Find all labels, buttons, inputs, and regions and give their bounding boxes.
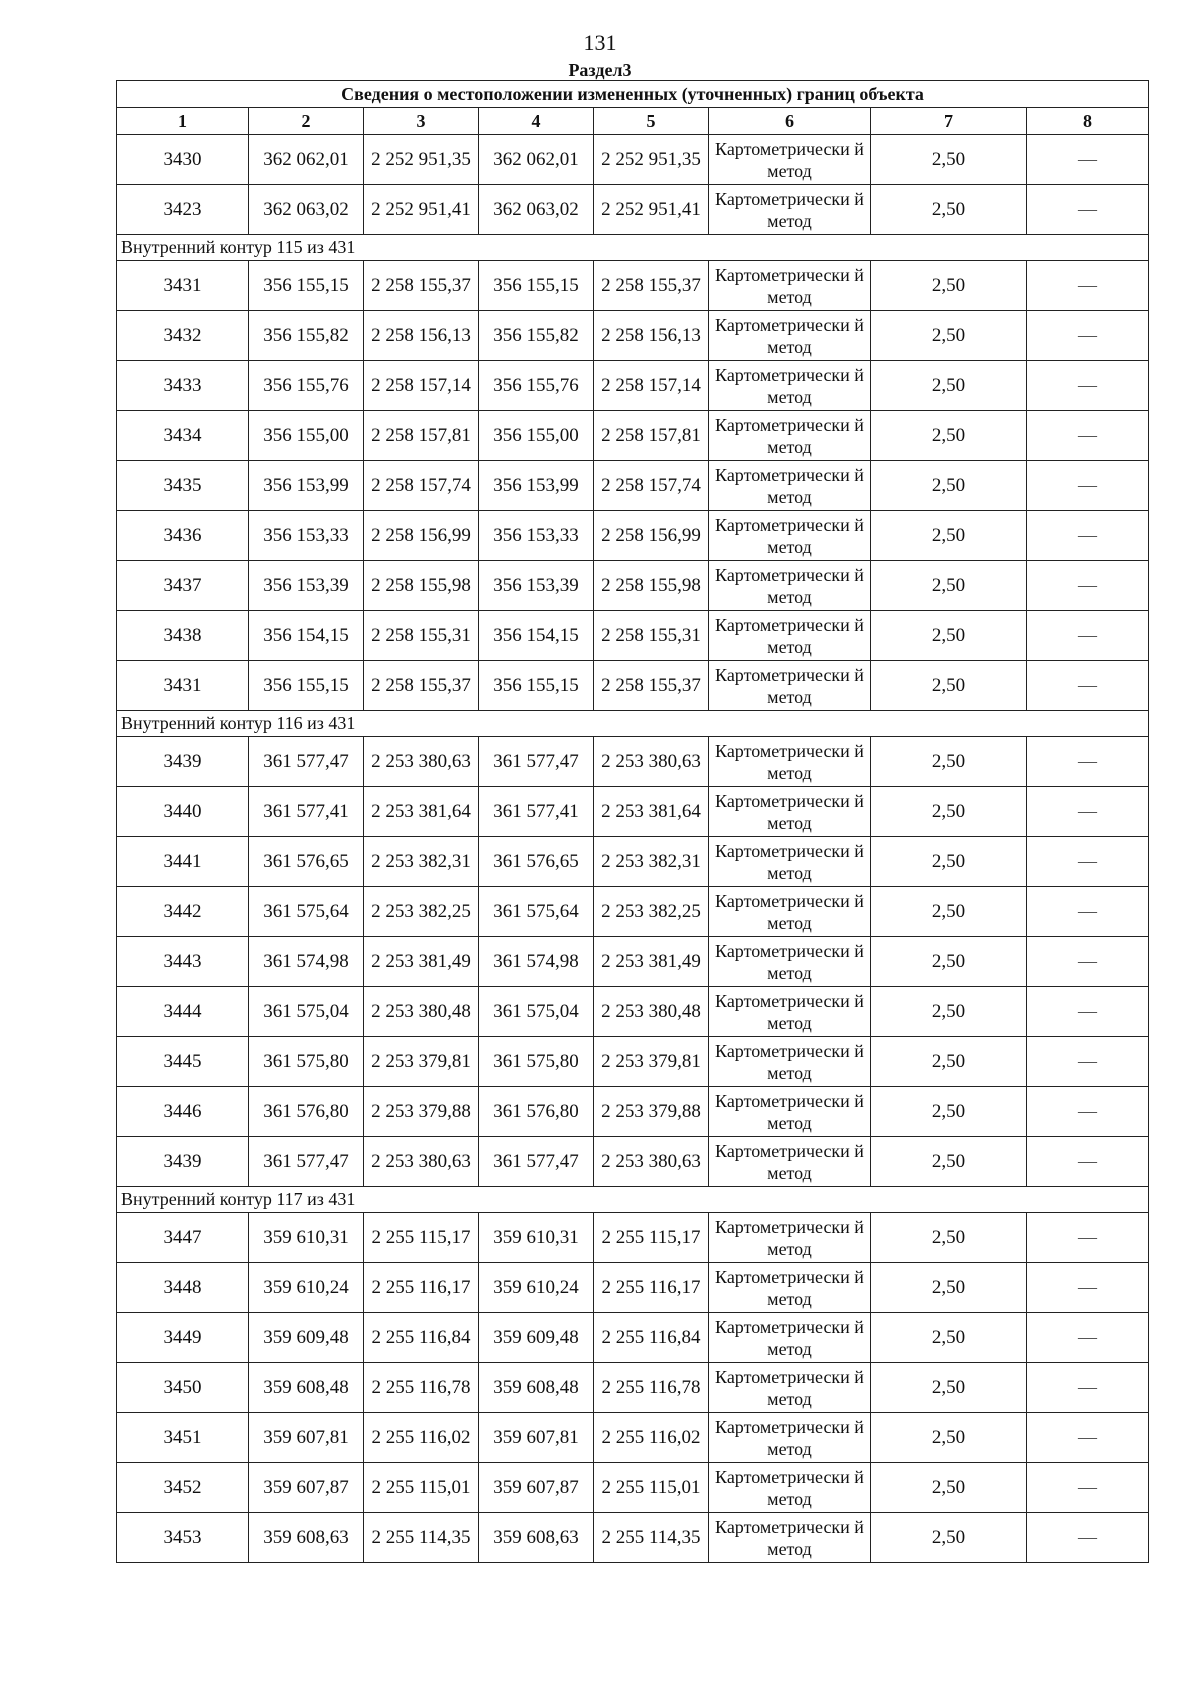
x-existing-cell: 356 155,76 [249, 361, 364, 411]
table-row [117, 511, 1149, 561]
y-existing-cell: 2 258 155,37 [364, 661, 479, 711]
y-existing-cell: 2 258 155,37 [364, 261, 479, 311]
method-cell: Картометрически й метод [709, 987, 871, 1037]
section-title: Раздел3 [568, 60, 632, 80]
table-row [117, 1313, 1149, 1363]
point-number-cell: 3449 [117, 1313, 249, 1363]
description-cell: — [1027, 837, 1149, 887]
point-number-cell: 3452 [117, 1463, 249, 1513]
point-number-cell: 3443 [117, 937, 249, 987]
method-cell: Картометрически й метод [709, 1263, 871, 1313]
y-existing-cell: 2 255 116,84 [364, 1313, 479, 1363]
x-existing-cell: 361 575,80 [249, 1037, 364, 1087]
precision-cell: 2,50 [871, 1513, 1027, 1563]
point-number-cell: 3434 [117, 411, 249, 461]
table-row [117, 411, 1149, 461]
y-existing-cell: 2 258 156,99 [364, 511, 479, 561]
x-existing-cell: 356 153,39 [249, 561, 364, 611]
x-existing-cell: 361 575,04 [249, 987, 364, 1037]
y-new-cell: 2 253 382,31 [594, 837, 709, 887]
method-cell: Картометрически й метод [709, 1513, 871, 1563]
column-number: 8 [1027, 108, 1149, 135]
y-existing-cell: 2 255 114,35 [364, 1513, 479, 1563]
x-existing-cell: 356 155,82 [249, 311, 364, 361]
x-new-cell: 362 062,01 [479, 135, 594, 185]
contour-header-row [117, 235, 1149, 261]
point-number-cell: 3435 [117, 461, 249, 511]
method-cell: Картометрически й метод [709, 787, 871, 837]
y-existing-cell: 2 253 381,64 [364, 787, 479, 837]
table-row [117, 1363, 1149, 1413]
y-new-cell: 2 258 155,37 [594, 261, 709, 311]
precision-cell: 2,50 [871, 1137, 1027, 1187]
x-new-cell: 361 576,65 [479, 837, 594, 887]
description-cell: — [1027, 361, 1149, 411]
table-row [117, 1213, 1149, 1263]
y-new-cell: 2 252 951,41 [594, 185, 709, 235]
x-existing-cell: 356 153,33 [249, 511, 364, 561]
y-new-cell: 2 253 379,88 [594, 1087, 709, 1137]
precision-cell: 2,50 [871, 261, 1027, 311]
precision-cell: 2,50 [871, 411, 1027, 461]
y-existing-cell: 2 253 381,49 [364, 937, 479, 987]
point-number-cell: 3453 [117, 1513, 249, 1563]
y-existing-cell: 2 253 382,25 [364, 887, 479, 937]
x-new-cell: 359 610,31 [479, 1213, 594, 1263]
x-new-cell: 356 153,99 [479, 461, 594, 511]
table-caption-row [117, 81, 1149, 108]
table-row [117, 561, 1149, 611]
x-existing-cell: 356 155,15 [249, 261, 364, 311]
y-new-cell: 2 258 155,98 [594, 561, 709, 611]
y-new-cell: 2 258 155,31 [594, 611, 709, 661]
point-number-cell: 3437 [117, 561, 249, 611]
y-existing-cell: 2 258 157,74 [364, 461, 479, 511]
method-cell: Картометрически й метод [709, 1087, 871, 1137]
description-cell: — [1027, 661, 1149, 711]
y-new-cell: 2 255 114,35 [594, 1513, 709, 1563]
y-new-cell: 2 255 116,02 [594, 1413, 709, 1463]
column-number: 1 [117, 108, 249, 135]
description-cell: — [1027, 311, 1149, 361]
y-new-cell: 2 253 381,64 [594, 787, 709, 837]
x-existing-cell: 359 607,87 [249, 1463, 364, 1513]
y-existing-cell: 2 253 380,63 [364, 1137, 479, 1187]
y-existing-cell: 2 253 380,63 [364, 737, 479, 787]
precision-cell: 2,50 [871, 461, 1027, 511]
y-new-cell: 2 255 116,84 [594, 1313, 709, 1363]
y-existing-cell: 2 258 155,31 [364, 611, 479, 661]
contour-header-row [117, 711, 1149, 737]
point-number-cell: 3430 [117, 135, 249, 185]
x-new-cell: 359 608,48 [479, 1363, 594, 1413]
x-new-cell: 361 577,47 [479, 1137, 594, 1187]
y-existing-cell: 2 253 379,81 [364, 1037, 479, 1087]
point-number-cell: 3432 [117, 311, 249, 361]
point-number-cell: 3431 [117, 261, 249, 311]
column-number: 6 [709, 108, 871, 135]
table-row [117, 1137, 1149, 1187]
point-number-cell: 3445 [117, 1037, 249, 1087]
x-existing-cell: 361 576,80 [249, 1087, 364, 1137]
table-row [117, 1463, 1149, 1513]
table-row [117, 261, 1149, 311]
point-number-cell: 3448 [117, 1263, 249, 1313]
y-existing-cell: 2 252 951,41 [364, 185, 479, 235]
precision-cell: 2,50 [871, 185, 1027, 235]
table-row [117, 1513, 1149, 1563]
y-existing-cell: 2 258 156,13 [364, 311, 479, 361]
table-row [117, 611, 1149, 661]
description-cell: — [1027, 1137, 1149, 1187]
y-existing-cell: 2 255 116,78 [364, 1363, 479, 1413]
table-row [117, 661, 1149, 711]
description-cell: — [1027, 1313, 1149, 1363]
contour-header-row [117, 1187, 1149, 1213]
y-existing-cell: 2 258 157,14 [364, 361, 479, 411]
y-new-cell: 2 255 116,78 [594, 1363, 709, 1413]
x-new-cell: 359 607,81 [479, 1413, 594, 1463]
precision-cell: 2,50 [871, 1263, 1027, 1313]
x-new-cell: 356 153,39 [479, 561, 594, 611]
x-existing-cell: 359 608,48 [249, 1363, 364, 1413]
y-new-cell: 2 258 156,13 [594, 311, 709, 361]
precision-cell: 2,50 [871, 561, 1027, 611]
x-new-cell: 361 577,41 [479, 787, 594, 837]
y-new-cell: 2 258 155,37 [594, 661, 709, 711]
method-cell: Картометрически й метод [709, 411, 871, 461]
table-row [117, 185, 1149, 235]
column-number: 3 [364, 108, 479, 135]
x-existing-cell: 356 154,15 [249, 611, 364, 661]
method-cell: Картометрически й метод [709, 1037, 871, 1087]
precision-cell: 2,50 [871, 361, 1027, 411]
x-existing-cell: 362 063,02 [249, 185, 364, 235]
x-existing-cell: 359 610,31 [249, 1213, 364, 1263]
point-number-cell: 3450 [117, 1363, 249, 1413]
contour-label: Внутренний контур 116 из 431 [117, 711, 1149, 737]
description-cell: — [1027, 561, 1149, 611]
x-new-cell: 362 063,02 [479, 185, 594, 235]
y-new-cell: 2 253 381,49 [594, 937, 709, 987]
y-existing-cell: 2 253 382,31 [364, 837, 479, 887]
point-number-cell: 3439 [117, 737, 249, 787]
precision-cell: 2,50 [871, 787, 1027, 837]
contour-label: Внутренний контур 115 из 431 [117, 235, 1149, 261]
x-existing-cell: 356 155,00 [249, 411, 364, 461]
table-body [117, 135, 1149, 1563]
x-new-cell: 359 609,48 [479, 1313, 594, 1363]
method-cell: Картометрически й метод [709, 887, 871, 937]
method-cell: Картометрически й метод [709, 261, 871, 311]
description-cell: — [1027, 787, 1149, 837]
method-cell: Картометрически й метод [709, 1213, 871, 1263]
x-existing-cell: 362 062,01 [249, 135, 364, 185]
method-cell: Картометрически й метод [709, 1413, 871, 1463]
y-existing-cell: 2 258 155,98 [364, 561, 479, 611]
table-row [117, 1413, 1149, 1463]
x-existing-cell: 361 577,41 [249, 787, 364, 837]
y-existing-cell: 2 258 157,81 [364, 411, 479, 461]
y-new-cell: 2 258 157,14 [594, 361, 709, 411]
point-number-cell: 3446 [117, 1087, 249, 1137]
x-existing-cell: 361 577,47 [249, 737, 364, 787]
contour-label: Внутренний контур 117 из 431 [117, 1187, 1149, 1213]
method-cell: Картометрически й метод [709, 1313, 871, 1363]
y-new-cell: 2 258 157,81 [594, 411, 709, 461]
table-row [117, 787, 1149, 837]
precision-cell: 2,50 [871, 311, 1027, 361]
description-cell: — [1027, 987, 1149, 1037]
method-cell: Картометрически й метод [709, 1363, 871, 1413]
column-number: 4 [479, 108, 594, 135]
x-new-cell: 361 576,80 [479, 1087, 594, 1137]
table-row [117, 461, 1149, 511]
column-numbers-row [117, 108, 1149, 135]
y-new-cell: 2 253 379,81 [594, 1037, 709, 1087]
description-cell: — [1027, 1513, 1149, 1563]
x-existing-cell: 359 610,24 [249, 1263, 364, 1313]
y-existing-cell: 2 255 115,01 [364, 1463, 479, 1513]
description-cell: — [1027, 1363, 1149, 1413]
point-number-cell: 3441 [117, 837, 249, 887]
x-existing-cell: 356 153,99 [249, 461, 364, 511]
table-row [117, 837, 1149, 887]
table-row [117, 887, 1149, 937]
y-existing-cell: 2 255 116,02 [364, 1413, 479, 1463]
boundary-table [116, 80, 1149, 1563]
y-new-cell: 2 255 116,17 [594, 1263, 709, 1313]
method-cell: Картометрически й метод [709, 1137, 871, 1187]
x-new-cell: 356 155,76 [479, 361, 594, 411]
point-number-cell: 3442 [117, 887, 249, 937]
x-existing-cell: 359 608,63 [249, 1513, 364, 1563]
point-number-cell: 3439 [117, 1137, 249, 1187]
x-new-cell: 361 575,80 [479, 1037, 594, 1087]
point-number-cell: 3440 [117, 787, 249, 837]
method-cell: Картометрически й метод [709, 461, 871, 511]
point-number-cell: 3451 [117, 1413, 249, 1463]
y-new-cell: 2 255 115,17 [594, 1213, 709, 1263]
description-cell: — [1027, 511, 1149, 561]
x-new-cell: 356 155,00 [479, 411, 594, 461]
x-new-cell: 359 610,24 [479, 1263, 594, 1313]
precision-cell: 2,50 [871, 611, 1027, 661]
x-new-cell: 356 155,15 [479, 261, 594, 311]
description-cell: — [1027, 1037, 1149, 1087]
y-new-cell: 2 253 382,25 [594, 887, 709, 937]
x-existing-cell: 361 574,98 [249, 937, 364, 987]
x-new-cell: 359 607,87 [479, 1463, 594, 1513]
description-cell: — [1027, 135, 1149, 185]
y-new-cell: 2 253 380,63 [594, 737, 709, 787]
point-number-cell: 3447 [117, 1213, 249, 1263]
x-existing-cell: 359 609,48 [249, 1313, 364, 1363]
x-existing-cell: 361 576,65 [249, 837, 364, 887]
description-cell: — [1027, 1463, 1149, 1513]
table-caption: Сведения о местоположении измененных (уточненных) границ объекта [117, 81, 1149, 108]
x-new-cell: 361 575,04 [479, 987, 594, 1037]
precision-cell: 2,50 [871, 1363, 1027, 1413]
method-cell: Картометрически й метод [709, 361, 871, 411]
y-new-cell: 2 255 115,01 [594, 1463, 709, 1513]
precision-cell: 2,50 [871, 1413, 1027, 1463]
x-existing-cell: 356 155,15 [249, 661, 364, 711]
point-number-cell: 3436 [117, 511, 249, 561]
precision-cell: 2,50 [871, 937, 1027, 987]
point-number-cell: 3431 [117, 661, 249, 711]
method-cell: Картометрически й метод [709, 937, 871, 987]
x-new-cell: 361 575,64 [479, 887, 594, 937]
page-number: 131 [583, 30, 617, 55]
table-row [117, 135, 1149, 185]
table-row [117, 1263, 1149, 1313]
precision-cell: 2,50 [871, 511, 1027, 561]
description-cell: — [1027, 1087, 1149, 1137]
y-existing-cell: 2 253 379,88 [364, 1087, 479, 1137]
precision-cell: 2,50 [871, 737, 1027, 787]
precision-cell: 2,50 [871, 1087, 1027, 1137]
x-new-cell: 356 153,33 [479, 511, 594, 561]
y-new-cell: 2 258 157,74 [594, 461, 709, 511]
column-number: 7 [871, 108, 1027, 135]
precision-cell: 2,50 [871, 135, 1027, 185]
method-cell: Картометрически й метод [709, 1463, 871, 1513]
table-row [117, 737, 1149, 787]
method-cell: Картометрически й метод [709, 511, 871, 561]
x-existing-cell: 361 577,47 [249, 1137, 364, 1187]
description-cell: — [1027, 411, 1149, 461]
column-number: 2 [249, 108, 364, 135]
y-new-cell: 2 258 156,99 [594, 511, 709, 561]
method-cell: Картометрически й метод [709, 737, 871, 787]
description-cell: — [1027, 887, 1149, 937]
x-new-cell: 356 155,15 [479, 661, 594, 711]
description-cell: — [1027, 1413, 1149, 1463]
description-cell: — [1027, 611, 1149, 661]
description-cell: — [1027, 1263, 1149, 1313]
point-number-cell: 3444 [117, 987, 249, 1037]
precision-cell: 2,50 [871, 1313, 1027, 1363]
method-cell: Картометрически й метод [709, 561, 871, 611]
x-new-cell: 361 577,47 [479, 737, 594, 787]
x-new-cell: 356 155,82 [479, 311, 594, 361]
method-cell: Картометрически й метод [709, 611, 871, 661]
column-number: 5 [594, 108, 709, 135]
description-cell: — [1027, 461, 1149, 511]
table-row [117, 1087, 1149, 1137]
description-cell: — [1027, 1213, 1149, 1263]
y-existing-cell: 2 253 380,48 [364, 987, 479, 1037]
description-cell: — [1027, 937, 1149, 987]
precision-cell: 2,50 [871, 1213, 1027, 1263]
y-existing-cell: 2 255 116,17 [364, 1263, 479, 1313]
description-cell: — [1027, 261, 1149, 311]
point-number-cell: 3438 [117, 611, 249, 661]
point-number-cell: 3423 [117, 185, 249, 235]
method-cell: Картометрически й метод [709, 661, 871, 711]
y-existing-cell: 2 252 951,35 [364, 135, 479, 185]
x-new-cell: 356 154,15 [479, 611, 594, 661]
y-new-cell: 2 252 951,35 [594, 135, 709, 185]
table-row [117, 987, 1149, 1037]
table-row [117, 311, 1149, 361]
method-cell: Картометрически й метод [709, 135, 871, 185]
point-number-cell: 3433 [117, 361, 249, 411]
precision-cell: 2,50 [871, 987, 1027, 1037]
y-new-cell: 2 253 380,63 [594, 1137, 709, 1187]
x-new-cell: 361 574,98 [479, 937, 594, 987]
description-cell: — [1027, 185, 1149, 235]
precision-cell: 2,50 [871, 887, 1027, 937]
precision-cell: 2,50 [871, 1463, 1027, 1513]
precision-cell: 2,50 [871, 837, 1027, 887]
precision-cell: 2,50 [871, 661, 1027, 711]
description-cell: — [1027, 737, 1149, 787]
x-existing-cell: 359 607,81 [249, 1413, 364, 1463]
x-new-cell: 359 608,63 [479, 1513, 594, 1563]
method-cell: Картометрически й метод [709, 837, 871, 887]
y-existing-cell: 2 255 115,17 [364, 1213, 479, 1263]
x-existing-cell: 361 575,64 [249, 887, 364, 937]
method-cell: Картометрически й метод [709, 311, 871, 361]
y-new-cell: 2 253 380,48 [594, 987, 709, 1037]
table-row [117, 1037, 1149, 1087]
precision-cell: 2,50 [871, 1037, 1027, 1087]
method-cell: Картометрически й метод [709, 185, 871, 235]
table-row [117, 937, 1149, 987]
table-row [117, 361, 1149, 411]
